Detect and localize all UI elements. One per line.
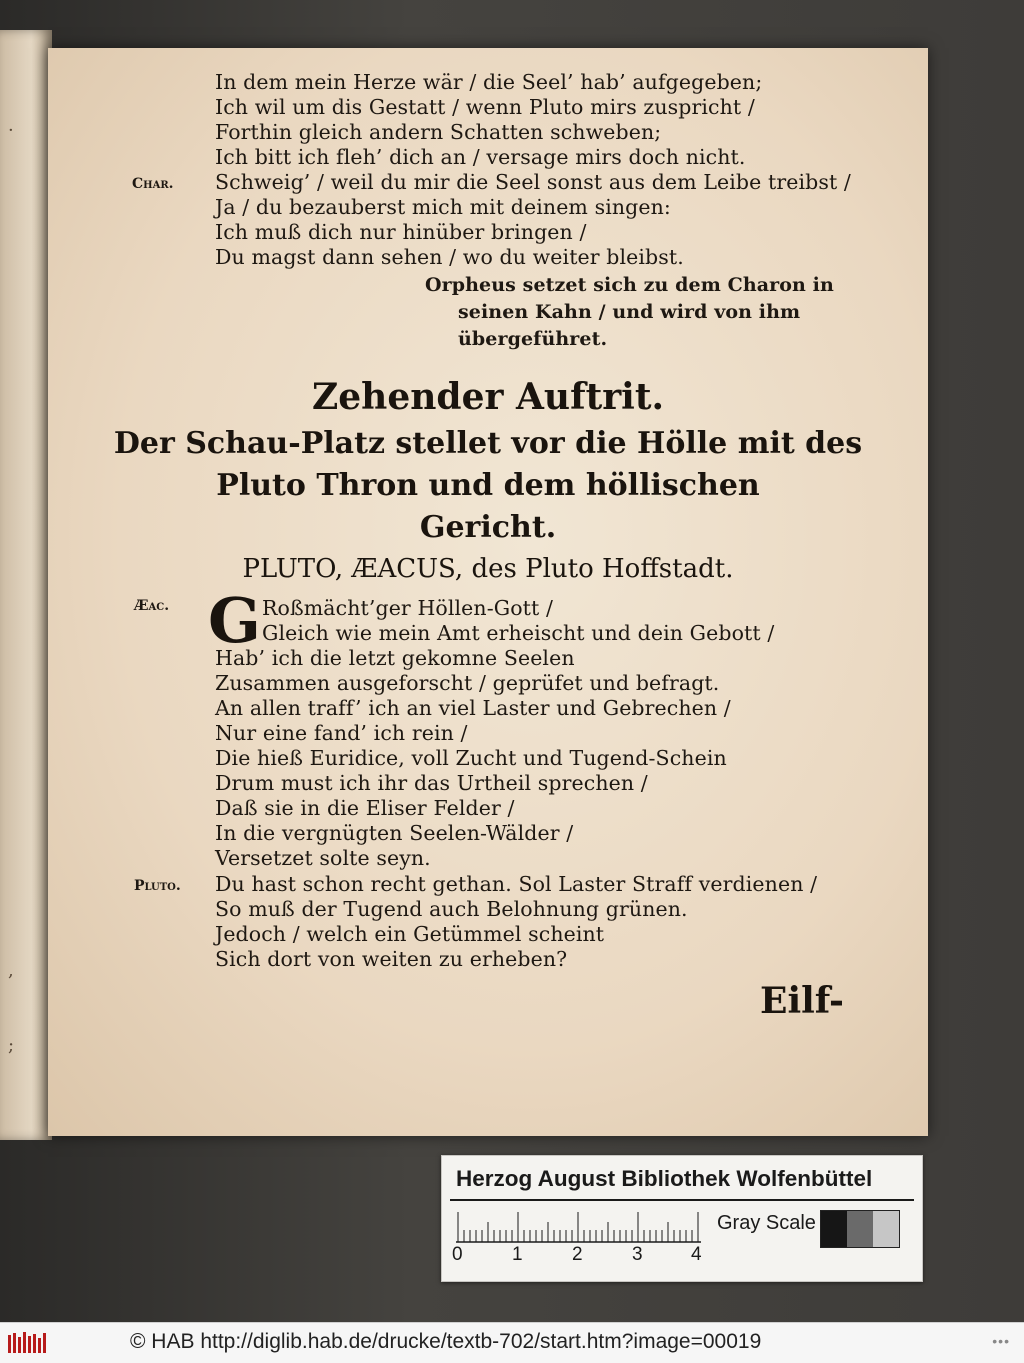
verse-line: In dem mein Herze wär / die Seel’ hab’ aufgegeben; bbox=[215, 70, 763, 94]
verse-line: Ich bitt ich fleh’ dich an / versage mirs doch nicht. bbox=[215, 145, 746, 169]
gray-swatch-light bbox=[873, 1211, 899, 1247]
verse-line: Zusammen ausgeforscht / geprüfet und befragt. bbox=[215, 671, 720, 695]
copyright-url: © HAB http://diglib.hab.de/drucke/textb-702/start.htm?image=00019 bbox=[130, 1330, 762, 1353]
ruler-number: 1 bbox=[512, 1244, 523, 1265]
ruler-number: 2 bbox=[572, 1244, 583, 1265]
previous-page-mark: , bbox=[8, 960, 14, 981]
verse-line: Ja / du bezauberst mich mit deinem singen: bbox=[215, 195, 671, 219]
verse-line: Forthin gleich andern Schatten schweben; bbox=[215, 120, 662, 144]
speaker-label-aeac: Æac. bbox=[134, 598, 170, 614]
verse-line: Daß sie in die Eliser Felder / bbox=[215, 796, 515, 820]
verse-line: An allen traff’ ich an viel Laster und Gebrechen / bbox=[215, 696, 731, 720]
verse-line: Sich dort von weiten zu erheben? bbox=[215, 947, 568, 971]
verse-line: Gleich wie mein Amt erheischt und dein Gebott / bbox=[262, 621, 775, 645]
ruler-number: 4 bbox=[691, 1244, 702, 1265]
label-divider bbox=[450, 1199, 914, 1201]
gray-swatch-mid bbox=[847, 1211, 873, 1247]
ruler-number: 0 bbox=[452, 1244, 463, 1265]
scene-setting-line: Der Schau-Platz stellet vor die Hölle mit des bbox=[113, 426, 863, 461]
verse-line: Nur eine fand’ ich rein / bbox=[215, 721, 468, 745]
ruler-number: 3 bbox=[632, 1244, 643, 1265]
cast-list: PLUTO, ÆACUS, des Pluto Hoffstadt. bbox=[242, 554, 734, 584]
verse-line: Die hieß Euridice, voll Zucht und Tugend-Schein bbox=[215, 746, 727, 770]
drop-initial: G bbox=[208, 584, 261, 657]
verse-line: Jedoch / welch ein Getümmel scheint bbox=[215, 922, 605, 946]
speaker-label-char: Char. bbox=[132, 176, 174, 192]
verse-line: Drum must ich ihr das Urtheil sprechen / bbox=[215, 771, 648, 795]
scene-title: Zehender Auftrit. bbox=[311, 376, 665, 418]
verse-line: Du hast schon recht gethan. Sol Laster Straff verdienen / bbox=[215, 872, 818, 896]
ruler-scale bbox=[456, 1208, 736, 1244]
gray-swatch-dark bbox=[821, 1211, 847, 1247]
hab-logo-icon bbox=[6, 1329, 48, 1357]
speaker-label-pluto: Pluto. bbox=[134, 878, 181, 894]
verse-line: Versetzet solte seyn. bbox=[215, 846, 431, 870]
verse-line: Du magst dann sehen / wo du weiter bleibst. bbox=[215, 245, 684, 269]
previous-page-mark: ; bbox=[8, 1035, 15, 1056]
verse-line: So muß der Tugend auch Belohnung grünen. bbox=[215, 897, 688, 921]
more-options-icon[interactable]: ••• bbox=[992, 1333, 1010, 1349]
catchword: Eilf- bbox=[760, 980, 844, 1022]
previous-page-edge bbox=[0, 30, 52, 1140]
previous-page-mark: · bbox=[8, 120, 14, 141]
gray-scale-label: Gray Scale bbox=[717, 1212, 816, 1234]
verse-line: Ich muß dich nur hinüber bringen / bbox=[215, 220, 587, 244]
stage-direction: übergeführet. bbox=[458, 328, 608, 350]
library-label-card bbox=[441, 1155, 923, 1282]
document-page bbox=[48, 48, 928, 1136]
verse-line: Hab’ ich die letzt gekomne Seelen bbox=[215, 646, 575, 670]
verse-line: Ich wil um dis Gestatt / wenn Pluto mirs zuspricht / bbox=[215, 95, 755, 119]
verse-line: Roßmächt’ger Höllen-Gott / bbox=[262, 596, 553, 620]
scene-setting-line: Pluto Thron und dem höllischen bbox=[216, 468, 760, 503]
scene-setting-line: Gericht. bbox=[419, 510, 557, 545]
stage-direction: seinen Kahn / und wird von ihm bbox=[458, 301, 801, 323]
verse-line: Schweig’ / weil du mir die Seel sonst aus dem Leibe treibst / bbox=[215, 170, 851, 194]
stage-direction: Orpheus setzet sich zu dem Charon in bbox=[425, 274, 834, 296]
gray-scale-swatches bbox=[820, 1210, 900, 1248]
verse-line: In die vergnügten Seelen-Wälder / bbox=[215, 821, 574, 845]
library-name: Herzog August Bibliothek Wolfenbüttel bbox=[456, 1166, 873, 1191]
footer-bar bbox=[0, 1322, 1024, 1363]
